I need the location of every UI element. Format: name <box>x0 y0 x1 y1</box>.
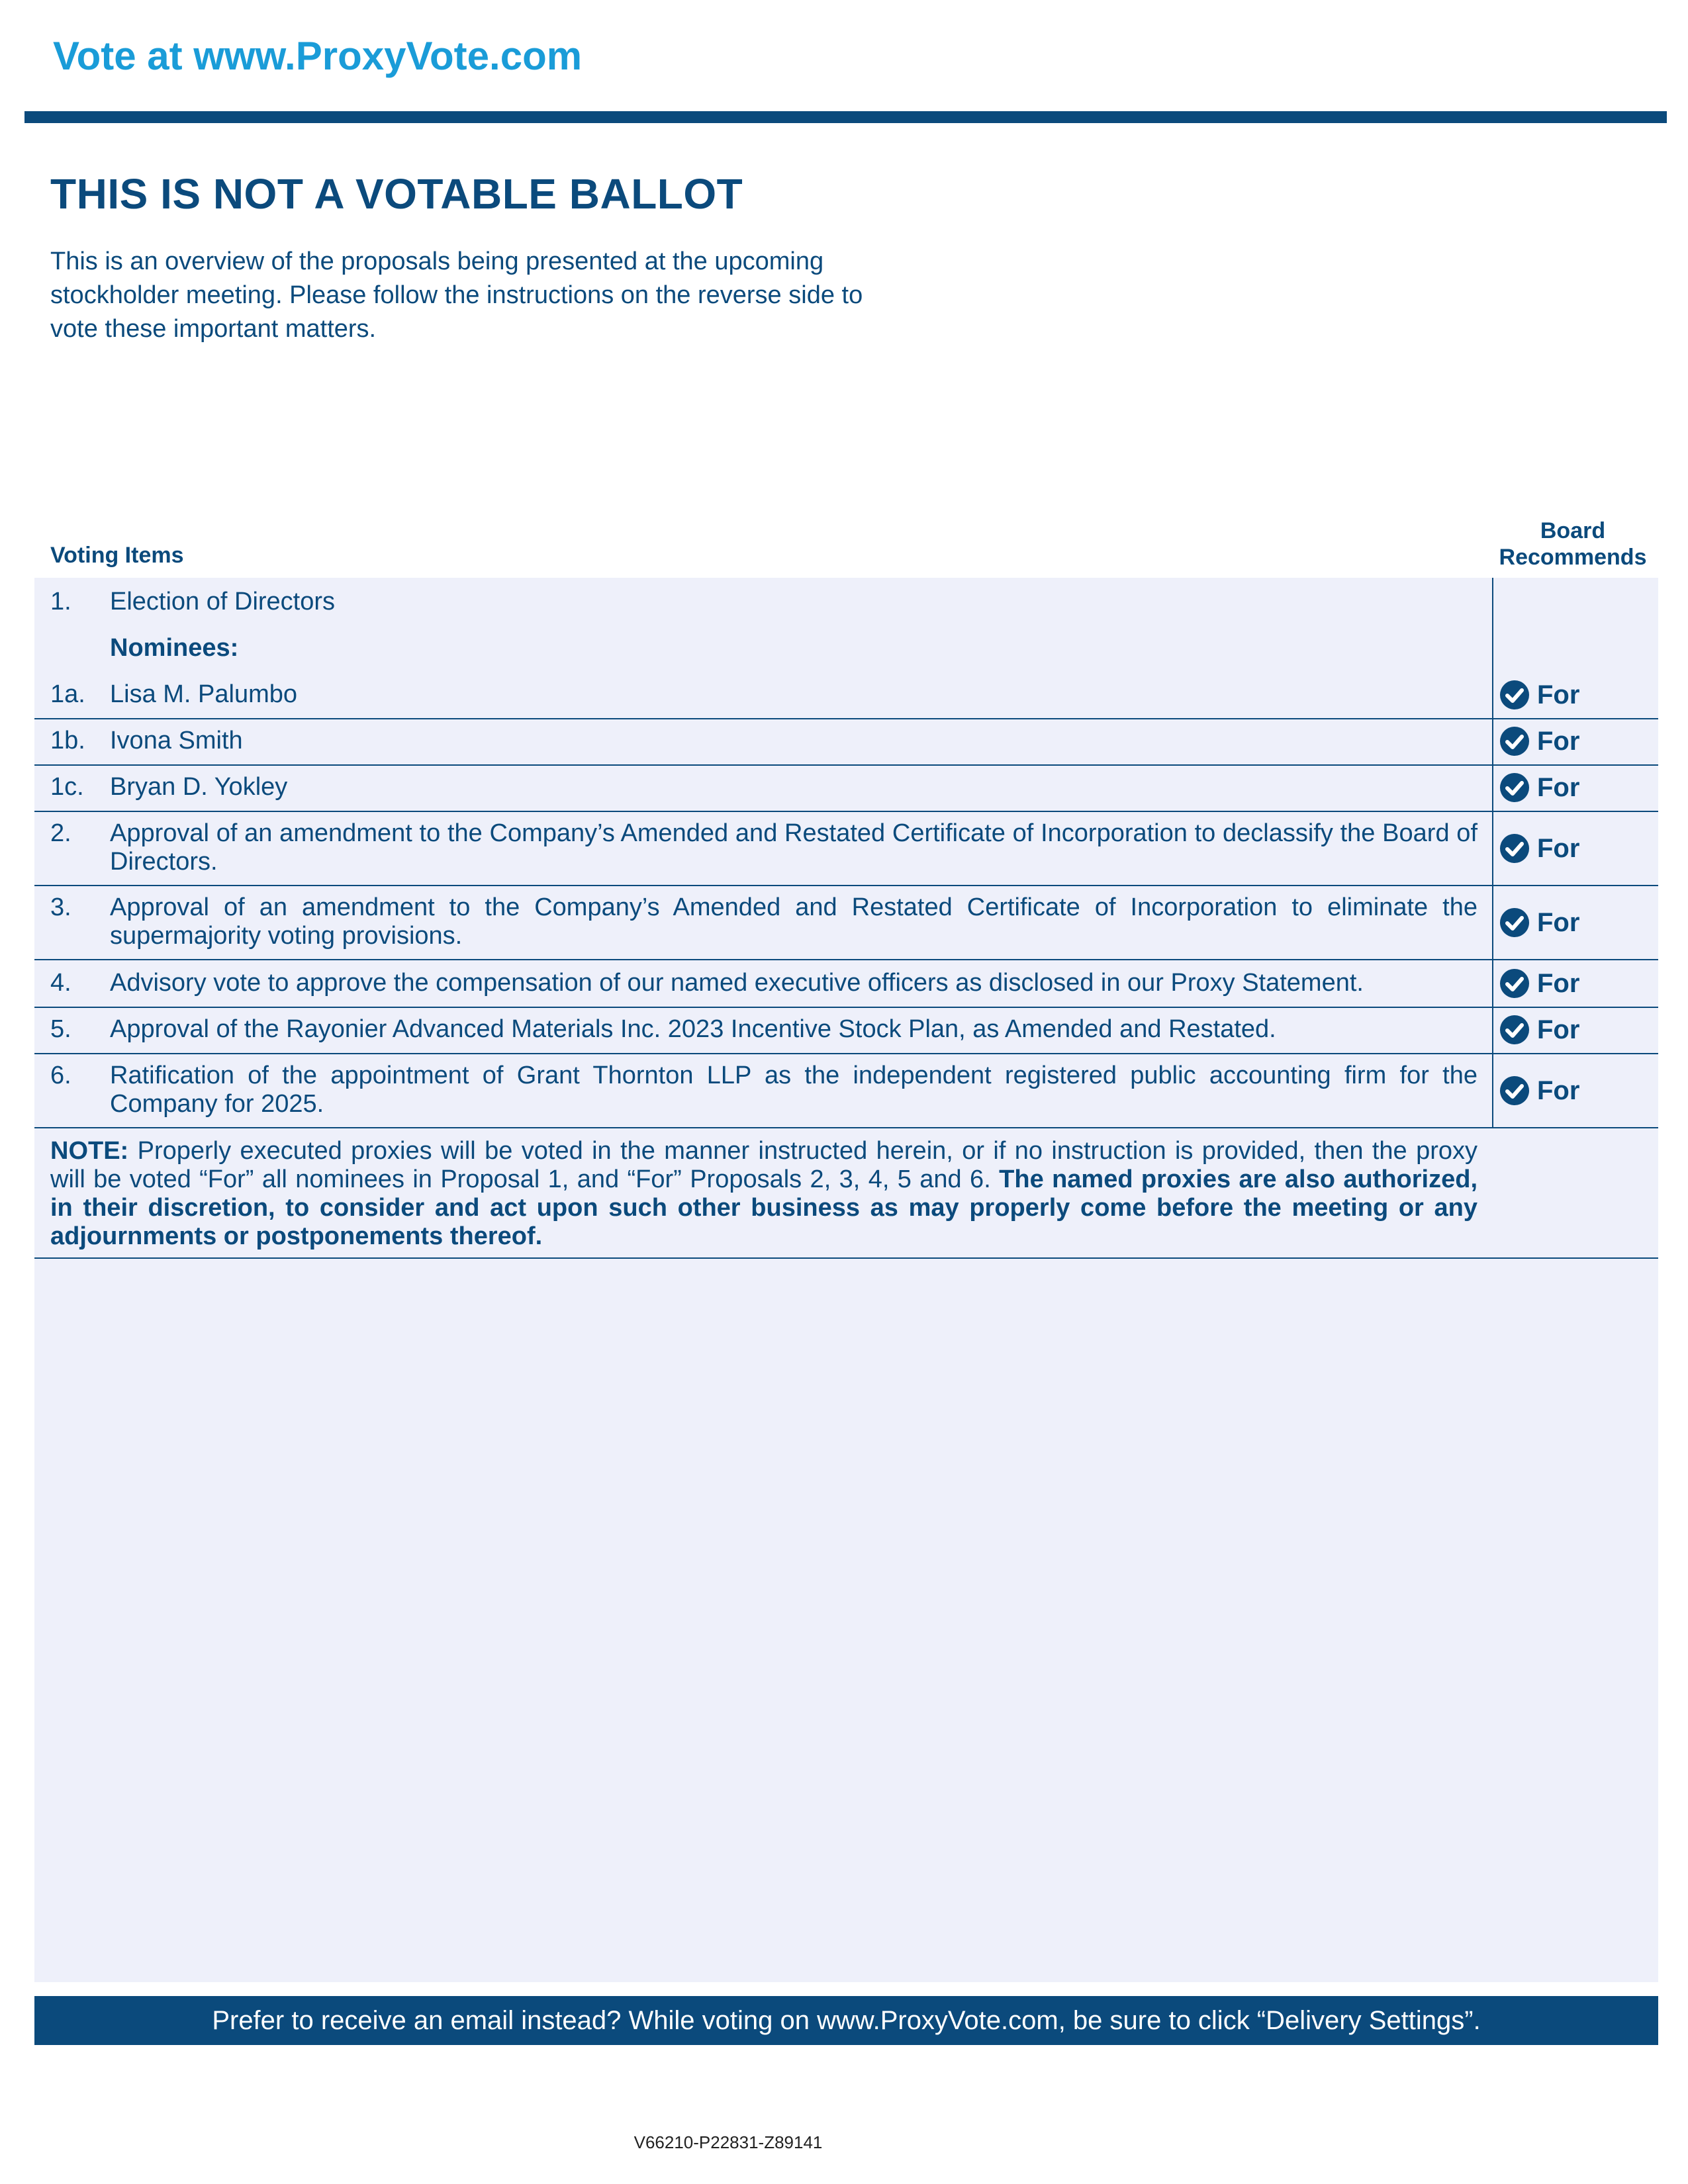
recommendation <box>1499 833 1579 864</box>
recommendation-label: For <box>1537 772 1580 802</box>
item-text: Approval of an amendment to the Company’s Amended and Restated Certificate of Incorporation to eliminate the supermajority voting provisions. <box>110 893 1477 950</box>
check-circle-icon <box>1499 725 1530 757</box>
item-number: 4. <box>50 969 71 997</box>
recommendation-label: For <box>1537 1015 1580 1044</box>
column-divider <box>1492 578 1493 1128</box>
recommendation-label: For <box>1537 833 1580 863</box>
nominees-label: Nominees: <box>110 634 239 662</box>
item-number: 5. <box>50 1015 71 1043</box>
control-code: V66210-P22831-Z89141 <box>633 2132 823 2152</box>
board-header-line2: Recommends <box>1499 545 1647 570</box>
check-circle-icon <box>1499 968 1530 999</box>
recommendation <box>1499 968 1579 999</box>
recommendation-label: For <box>1537 726 1580 756</box>
recommendation <box>1499 679 1579 711</box>
row-divider <box>34 718 1658 719</box>
item-number: 1b. <box>50 727 85 754</box>
item-text: Ratification of the appointment of Grant Thornton LLP as the independent registered public accounting firm for the Company for 2025. <box>110 1062 1477 1118</box>
check-circle-icon <box>1499 772 1530 803</box>
item-text: Bryan D. Yokley <box>110 773 288 801</box>
header-rule <box>24 111 1667 123</box>
note-label: NOTE: <box>50 1137 129 1165</box>
vote-link[interactable]: Vote at www.ProxyVote.com <box>53 34 583 78</box>
recommendation-label: For <box>1537 968 1580 998</box>
row-divider <box>34 1127 1658 1128</box>
row-divider <box>34 811 1658 812</box>
row-divider <box>34 959 1658 960</box>
recommendation <box>1499 1075 1579 1107</box>
page-title: THIS IS NOT A VOTABLE BALLOT <box>50 170 743 218</box>
check-circle-icon <box>1499 679 1530 711</box>
recommendation-label: For <box>1537 680 1580 709</box>
board-header-line1: Board <box>1540 518 1606 543</box>
row-divider <box>34 1007 1658 1008</box>
proposal-1-text: Election of Directors <box>110 588 336 615</box>
row-divider <box>34 885 1658 886</box>
check-circle-icon <box>1499 907 1530 938</box>
item-number: 1a. <box>50 680 85 708</box>
delivery-settings-banner: Prefer to receive an email instead? While voting on www.ProxyVote.com, be sure to click “Delivery Settings”. <box>34 1996 1658 2045</box>
check-circle-icon <box>1499 1075 1530 1107</box>
item-number: 1c. <box>50 773 84 801</box>
recommendation <box>1499 772 1579 803</box>
recommendation <box>1499 725 1579 757</box>
item-text: Ivona Smith <box>110 727 243 754</box>
item-number: 6. <box>50 1062 71 1089</box>
note-divider <box>34 1257 1658 1259</box>
item-text: Approval of the Rayonier Advanced Materials Inc. 2023 Incentive Stock Plan, as Amended and Restated. <box>110 1015 1276 1043</box>
recommendation-label: For <box>1537 907 1580 937</box>
row-divider <box>34 1053 1658 1054</box>
intro-text: This is an overview of the proposals being presented at the upcoming stockholder meeting. Please follow the instructions on the reverse side to vote these important matters. <box>50 248 863 343</box>
proposal-1-number: 1. <box>50 588 71 615</box>
recommendation <box>1499 1014 1579 1046</box>
recommendation-label: For <box>1537 1075 1580 1105</box>
note-bold-body: The named proxies are also authorized, in their discretion, to consider and act upon such other business as may properly come before the meeting or any adjournments or postponements thereof. <box>50 1165 1478 1250</box>
row-divider <box>34 764 1658 766</box>
recommendation <box>1499 907 1579 938</box>
board-recommends-header <box>1487 518 1659 570</box>
note-text <box>50 1137 1477 1251</box>
voting-items-header: Voting Items <box>50 543 184 568</box>
check-circle-icon <box>1499 1014 1530 1046</box>
item-number: 3. <box>50 893 71 921</box>
note-body: Properly executed proxies will be voted in the manner instructed herein, or if no instruction is provided, then the proxy will be voted “For” all nominees in Proposal 1, and “For” Proposals 2, 3, 4, 5 and 6. <box>50 1137 1477 1193</box>
item-number: 2. <box>50 819 71 847</box>
item-text: Approval of an amendment to the Company’s Amended and Restated Certificate of Incorporation to declassify the Board of Directors. <box>110 819 1477 876</box>
check-circle-icon <box>1499 833 1530 864</box>
item-text: Lisa M. Palumbo <box>110 680 298 708</box>
item-text: Advisory vote to approve the compensation of our named executive officers as disclosed in our Proxy Statement. <box>110 969 1364 997</box>
